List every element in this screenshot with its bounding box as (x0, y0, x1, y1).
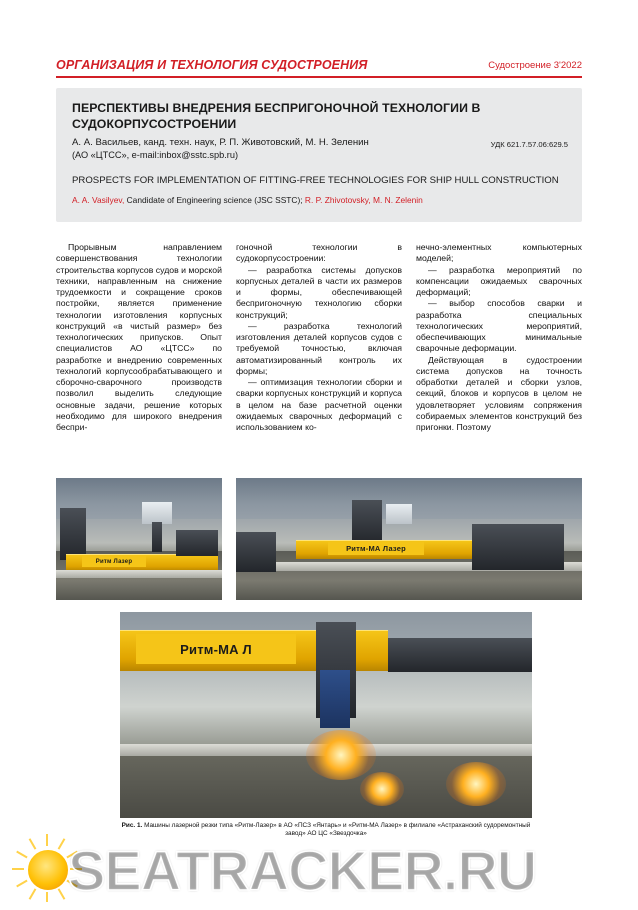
machine-cabinet (176, 530, 218, 556)
paragraph: — разработка системы допусков корпусных деталей в части их размеров и формы, обеспечивающей беспригоночную технологию сборки конструкций; (236, 264, 402, 320)
machine-column (60, 508, 86, 560)
paragraph: Прорывным направлением совершенствования технологии строительства корпусов судов и морской техники, направленным на снижение трудоемкости и сокращение сроков постройки, является применение технологии изготовления корпусных конструкций «в чистый размер» без технологических припусков. Опыт специалистов АО «ЦТСС» по разработке и внедрению современных технологий корпусообрабатывающего и сборочно-сварочного производств позволил выделить следующие основные задачи, решение которых необходимо для широкого внедрения беспри- (56, 242, 222, 432)
figure-laser-cutting-head (120, 612, 532, 818)
authors-en-name1: A. A. Vasilyev, (72, 195, 125, 205)
body-column-1 (56, 242, 222, 468)
cutting-spark (306, 730, 376, 780)
article-title-en: PROSPECTS FOR IMPLEMENTATION OF FITTING-FREE TECHNOLOGIES FOR SHIP HULL CONSTRUCTION (72, 175, 559, 186)
machine-logo: Ритм-МА Лазер (328, 542, 424, 555)
header-divider (56, 76, 582, 78)
machine-cabinet (472, 524, 564, 570)
machine-logo: Ритм-МА Л (136, 634, 296, 664)
body-column-2 (236, 242, 402, 468)
machine-side-unit (236, 532, 276, 572)
issue-label: Судостроение 3'2022 (488, 60, 582, 71)
article-authors-ru (72, 136, 472, 162)
article-title-block (56, 88, 582, 222)
page-header (56, 56, 582, 78)
paragraph: — оптимизация технологии сборки и сварки корпусных конструкций и корпуса в целом на базе расчетной оценки ожидаемых сварочных деформаций с использованием ко- (236, 377, 402, 432)
laser-head (320, 670, 350, 728)
watermark-text: SEATRACKER.RU (68, 839, 537, 902)
machine-column (352, 500, 382, 544)
figure-number: Рис. 1. (121, 822, 143, 829)
cutting-spark (360, 772, 404, 806)
article-title-ru: ПЕРСПЕКТИВЫ ВНЕДРЕНИЯ БЕСПРИГОНОЧНОЙ ТЕХНОЛОГИИ В СУДОКОРПУСОСТРОЕНИИ (72, 101, 481, 131)
machine-gantry (152, 522, 162, 552)
authors-en-role1: Candidate of Engineering science (JSC SSTC); (124, 195, 305, 205)
page-bottom-edge (0, 902, 638, 910)
affiliation-line: (АО «ЦТСС», e-mail:inbox@sstc.spb.ru) (72, 150, 239, 160)
control-panel (386, 504, 412, 524)
section-title: ОРГАНИЗАЦИЯ И ТЕХНОЛОГИЯ СУДОСТРОЕНИЯ (56, 58, 368, 72)
watermark-sun-icon (10, 832, 84, 906)
machine-logo: Ритм Лазер (82, 556, 146, 567)
control-panel (142, 502, 172, 524)
udk-code: УДК 621.7.57.06:629.5 (490, 140, 568, 149)
paragraph: Действующая в судостроении система допусков на точность обработки деталей и сборки узлов, секций, блоков и корпусов в целом не удовлетворяет условиям сопряжения собираемых элементов конструкций без пригонки. Поэтому (416, 354, 582, 432)
paragraph: гоночной технологии в судокорпусостроении: (236, 242, 402, 264)
paragraph: — выбор способов сварки и разработка специальных технологических мероприятий, обеспечивающих минимальные сварочные деформации. (416, 298, 582, 354)
figure-laser-machine-left (56, 478, 222, 600)
authors-line: А. А. Васильев, канд. техн. наук, Р. П. Животовский, М. Н. Зеленин (72, 137, 369, 148)
paragraph: — разработка технологий изготовления деталей корпусов судов с требуемой точностью, включая автоматизированный контроль их формы; (236, 320, 402, 376)
figure-caption-text: Машины лазерной резки типа «Ритм-Лазер» в АО «ПСЗ «Янтарь» и «Ритм-МА Лазер» в филиале «Астраханский судоремонтный завод» АО ЦС «Звездочка» (142, 822, 531, 838)
paragraph: нечно-элементных компьютерных моделей; (416, 242, 582, 264)
machine-rail (56, 570, 222, 578)
article-authors-en (72, 194, 542, 206)
authors-en-name2: R. P. Zhivotovsky, M. N. Zelenin (304, 195, 423, 205)
cutting-spark (446, 762, 506, 806)
machine-cabinet (388, 638, 532, 672)
figure-laser-machine-right (236, 478, 582, 600)
figure-caption (120, 822, 532, 838)
paragraph: — разработка мероприятий по компенсации ожидаемых сварочных деформаций; (416, 264, 582, 297)
